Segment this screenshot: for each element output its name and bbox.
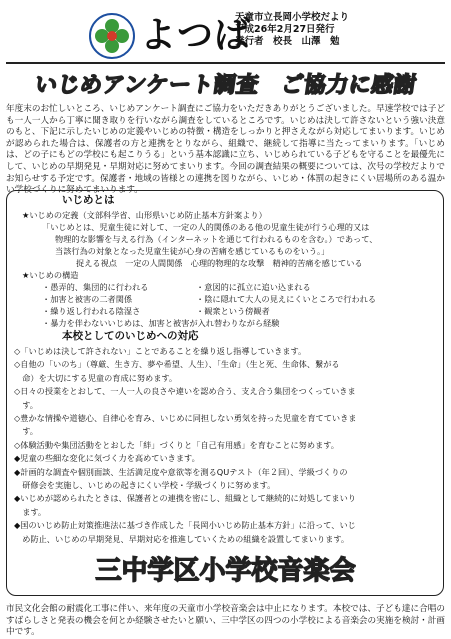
response-item: ◇体験活動や集団活動をとおした「絆」づくりと「自己有用感」を育むことに努めます。 xyxy=(14,439,339,450)
headline-text: いじめアンケート調査 ご協力に感謝 xyxy=(33,73,418,98)
response-item: ◆計画的な調査や個別面談、生活満足度や意欲等を測るQUテスト（年２回）、学級づくりの xyxy=(14,466,348,477)
response-item: ◇「いじめは決して許されない」ことであることを繰り返し指導していきます。 xyxy=(14,346,307,356)
structure-item: ・観衆という傍観者 xyxy=(196,306,270,316)
response-item: 研修会を実施し、いじめの起きにくい学校・学級づくりに努めます。 xyxy=(14,480,276,490)
intro-paragraph: 年度末のお忙しいところ、いじめアンケート調査にご協力をいただきありがとうございました。早速学校では子ども一人一人から丁寧に聞き取りを行いながら調査をしているところです。いじめは決して許さないという強い決意のもと、下記に示したいじめの定義やいじめの特徴・構造をしっかりと押さえながら対応してまいります。いじめが認められた場合は、保護者の方と連携をとりながら、組織で、継続して指導に当たってまいります。「いじめは、どの子にもどの学校にも起こりうる」という基本認識に立ち、いじめられている子どもを守ることを最優先にして、いじめの早期発見・早期対応に努めてまいります。今回の調査結果の概要については、次号の学校だよりでお知らせする予定です。保護者・地域の皆様との連携を図りながら、いじめ・体罰の起きにくい居場所のある温かい学校づくりに努めてまいります。 xyxy=(6,104,445,196)
response-item: ◇豊かな情操や道徳心、自律心を育み、いじめに同担しない勇気を持った児童を育てていきま xyxy=(14,413,357,423)
definition-line: 当該行為の対象となった児童生徒が心身の苦痛を感じているものをいう。」 xyxy=(55,246,330,256)
school-emblem-icon xyxy=(88,12,136,60)
response-item: ◆国のいじめ防止対策推進法に基づき作成した「長岡小いじめ防止基本方針」に沿って、いじ xyxy=(14,520,356,531)
structure-item: ・加害と被害の二者関係 xyxy=(42,294,133,304)
structure-item: ・意図的に孤立に追い込まれる xyxy=(196,282,311,292)
footer-paragraph: 市民文化会館の耐震化工事に伴い、来年度の天童市小学校音楽会は中止になります。本校では、子ども達に合唱のすばらしさと発表の機会を何とか経験させたいと願い、三中学区の四つの小学校による音楽会の実施を検討・計画中です。 xyxy=(6,604,445,638)
issue-date: 平成26年2月27日発行 xyxy=(235,24,335,35)
response-item: ◇自他の「いのち」（尊厳、生き方、夢や希望、人生）、「生命」（生と死、生命体、繋がる xyxy=(14,359,340,370)
newsletter-title: よつば xyxy=(140,15,252,56)
publisher: 発行者 校長 山澤 勉 xyxy=(235,36,340,47)
response-item: ◆児童の些細な変化に気づく力を高めていきます。 xyxy=(14,453,200,464)
definition-heading: ★いじめの定義（文部科学省、山形県いじめ防止基本方針案より） xyxy=(22,210,267,220)
structure-heading: ★いじめの構造 xyxy=(22,270,79,280)
structure-item: ・暴力を伴わないいじめは、加害と被害が入れ替わりながら経験 xyxy=(42,318,280,328)
response-item: ◇日々の授業をとおして、一人一人の良さや違いを認め合う、支え合う集団をつくっていきま xyxy=(14,386,356,397)
structure-item: ・愚弄的、集団的に行われる xyxy=(42,282,149,292)
response-item: 命）を大切にする児童の育成に努めます。 xyxy=(14,372,178,383)
response-title: 本校としてのいじめへの対応 xyxy=(62,330,199,342)
response-item: す。 xyxy=(14,399,38,410)
definition-line: 物理的な影響を与える行為（インターネットを通じて行われるものを含む。）であって、 xyxy=(55,234,378,244)
definition-line: 「いじめとは、児童生徒に対して、一定の人的関係のある他の児童生徒が行う心理的又は xyxy=(42,222,370,232)
definition-title: いじめとは xyxy=(62,194,115,206)
structure-item: ・繰り返し行われる陰湿さ xyxy=(42,306,141,316)
header-divider xyxy=(6,62,445,64)
footer-title: 三中学区小学校音楽会 xyxy=(95,556,356,586)
headline xyxy=(6,66,445,106)
viewpoint-line: 捉える視点 一定の人間関係 心理的物理的な攻撃 精神的苦痛を感じている xyxy=(76,258,363,268)
response-item: め防止、いじめの早期発見、早期対応を推進していくための組織を設置してまいります。 xyxy=(14,533,350,544)
school-name: 天童市立長岡小学校だより xyxy=(235,12,350,23)
response-item: ます。 xyxy=(14,506,47,517)
structure-item: ・陰に隠れて大人の見えにくいところで行われる xyxy=(196,294,377,304)
response-item: す。 xyxy=(14,426,38,437)
response-item: ◆いじめが認められたときは、保護者との連携を密にし、組織として継続的に対処してまいり xyxy=(14,493,356,504)
